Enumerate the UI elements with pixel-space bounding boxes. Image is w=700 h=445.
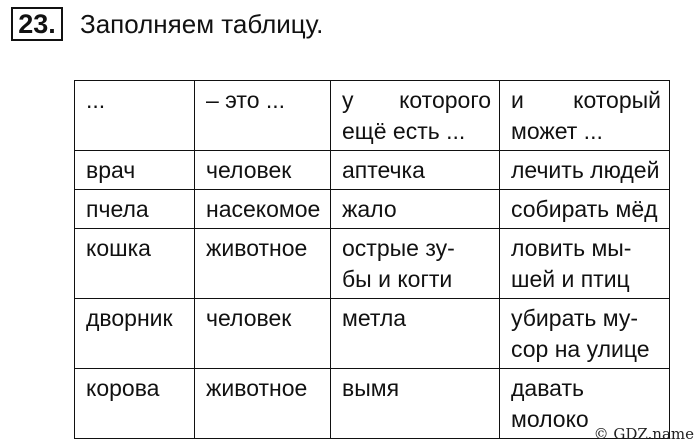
header-cell-line: ещё есть ... (342, 118, 466, 144)
header-cell-line: ... (86, 87, 106, 113)
cell-line: ловить мы- (511, 235, 632, 261)
header-cell-line: может ... (511, 118, 603, 144)
cell-line: кошка (86, 235, 151, 261)
task-title: Заполняем таблицу. (80, 9, 324, 39)
cell-line: врач (86, 157, 136, 183)
cell-line: сор на улице (511, 336, 650, 362)
cell-line: животное (206, 375, 308, 401)
header-cell-line: – это ... (206, 87, 286, 113)
header-word: который (573, 87, 661, 113)
table-cell (331, 190, 500, 229)
header-cell-can (500, 81, 670, 151)
table-cell (500, 190, 670, 229)
header-cell-line (511, 85, 661, 116)
cell-line: пчела (86, 196, 149, 222)
table-cell (195, 299, 331, 369)
cell-line: человек (206, 305, 292, 331)
cell-line: человек (206, 157, 292, 183)
header-cell-subject (75, 81, 195, 151)
table-row (75, 369, 670, 439)
table-row (75, 190, 670, 229)
cell-line: вымя (342, 375, 400, 401)
table-row (75, 299, 670, 369)
table-cell (195, 190, 331, 229)
watermark: © GDZ.name (593, 425, 694, 443)
table-header-row (75, 81, 670, 151)
cell-line: корова (86, 375, 160, 401)
cell-line: собирать мёд (511, 196, 658, 222)
table-cell (500, 299, 670, 369)
cell-line: шей и птиц (511, 266, 630, 292)
table-cell (331, 299, 500, 369)
table-cell (331, 229, 500, 299)
cell-line: давать (511, 375, 584, 401)
table-cell (500, 151, 670, 190)
table-cell (500, 229, 670, 299)
table-cell (75, 299, 195, 369)
table-cell (75, 369, 195, 439)
cell-line: аптечка (342, 157, 425, 183)
cell-line: молоко (511, 406, 589, 432)
table-cell (75, 151, 195, 190)
table-cell (75, 229, 195, 299)
header-word: и (511, 87, 524, 113)
cell-line: дворник (86, 305, 173, 331)
header-cell-category (195, 81, 331, 151)
header-word: которого (399, 87, 491, 113)
table-row (75, 229, 670, 299)
cell-line: убирать му- (511, 305, 638, 331)
cell-line: метла (342, 305, 407, 331)
table-cell (195, 229, 331, 299)
table-cell (75, 190, 195, 229)
cell-line: бы и когти (342, 266, 453, 292)
cell-line: лечить людей (511, 157, 660, 183)
table-cell (331, 369, 500, 439)
cell-line: жало (342, 196, 397, 222)
cell-line: острые зу- (342, 235, 455, 261)
header-cell-has (331, 81, 500, 151)
task-number: 23. (11, 7, 63, 41)
cell-line: животное (206, 235, 308, 261)
table-cell (331, 151, 500, 190)
header-cell-line (342, 85, 491, 116)
cell-line: насекомое (206, 196, 321, 222)
table-cell (195, 369, 331, 439)
table-row (75, 151, 670, 190)
header-word: у (342, 87, 354, 113)
answer-table (74, 80, 670, 439)
table-cell (195, 151, 331, 190)
